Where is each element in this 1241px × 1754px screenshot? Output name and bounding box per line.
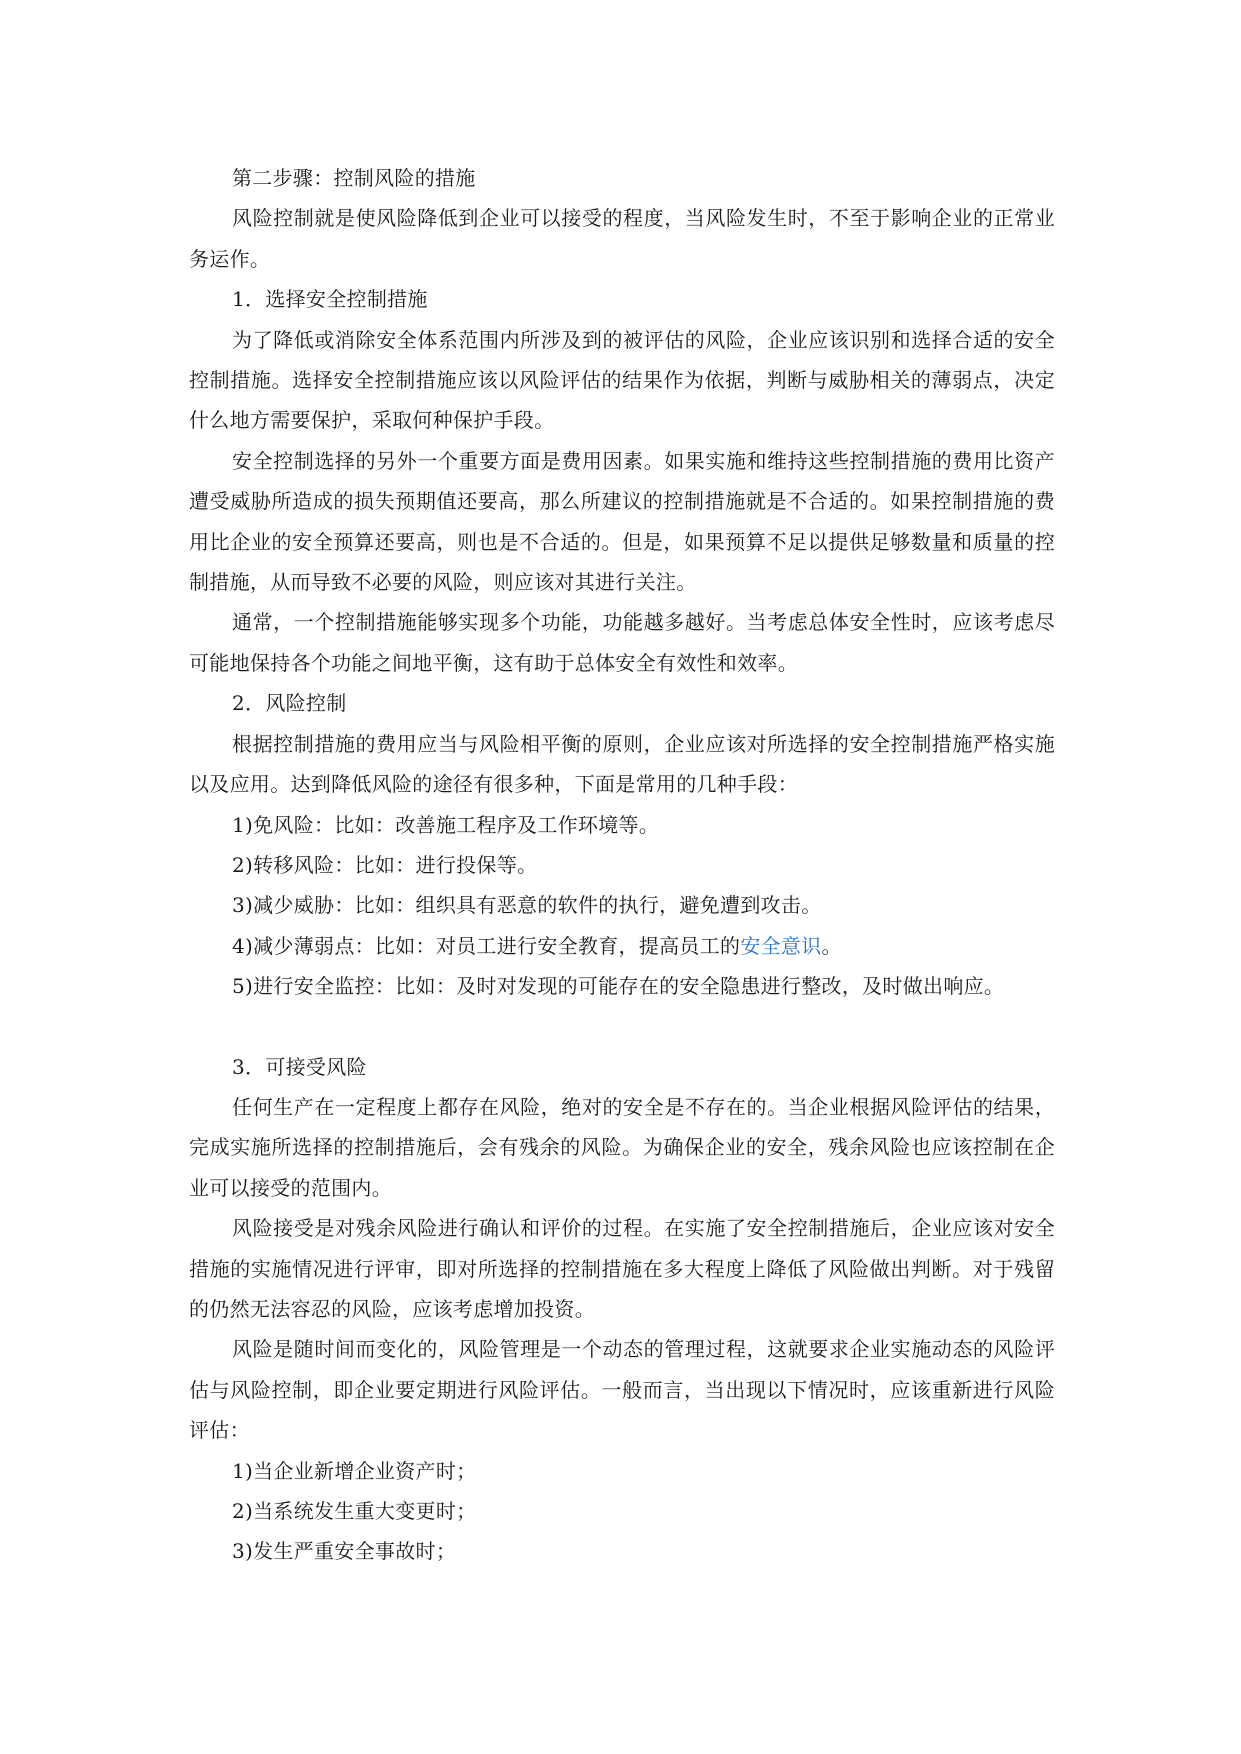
section-heading: 3．可接受风险 <box>232 1054 367 1079</box>
paragraph: 安全控制选择的另外一个重要方面是费用因素。如果实施和维持这些控制措施的费用比资产遭受威胁所造成的损失预期值还要高，那么所建议的控制措施就是不合适的。如果控制措施的费用比企业的安全预算还要高，则也是不合适的。但是，如果预算不足以提供足够数量和质量的控制措施，从而导致不必要的风险，则应该对其进行关注。 <box>189 448 1055 595</box>
document-body <box>189 158 1055 1572</box>
list-item: 3)发生严重安全事故时； <box>232 1539 457 1564</box>
list-item: 1)当企业新增企业资产时； <box>232 1458 477 1483</box>
step-heading: 第二步骤：控制风险的措施 <box>232 166 476 190</box>
list-item: 5)进行安全监控：比如：及时对发现的可能存在的安全隐患进行整改，及时做出响应。 <box>232 974 1005 999</box>
list-item: 2)当系统发生重大变更时； <box>232 1499 477 1523</box>
paragraph: 风险控制就是使风险降低到企业可以接受的程度，当风险发生时，不至于影响企业的正常业务运作。 <box>189 206 1055 271</box>
paragraph: 风险接受是对残余风险进行确认和评价的过程。在实施了安全控制措施后，企业应该对安全措施的实施情况进行评审，即对所选择的控制措施在多大程度上降低了风险做出判断。对于残留的仍然无法容忍的风险，应该考虑增加投资。 <box>189 1216 1055 1321</box>
list-item: 1)免风险：比如：改善施工程序及工作环境等。 <box>232 812 660 837</box>
list-item-text: 4)减少薄弱点：比如：对员工进行安全教育，提高员工的 <box>232 933 741 958</box>
paragraph: 任何生产在一定程度上都存在风险，绝对的安全是不存在的。当企业根据风险评估的结果，完成实施所选择的控制措施后，会有残余的风险。为确保企业的安全，残余风险也应该控制在企业可以接受的范围内。 <box>189 1094 1055 1200</box>
paragraph: 风险是随时间而变化的，风险管理是一个动态的管理过程，这就要求企业实施动态的风险评估与风险控制，即企业要定期进行风险评估。一般而言，当出现以下情况时，应该重新进行风险评估： <box>189 1337 1055 1443</box>
section-heading: 2．风险控制 <box>232 691 347 716</box>
list-item-text: 。 <box>821 933 842 958</box>
paragraph: 根据控制措施的费用应当与风险相平衡的原则，企业应该对所选择的安全控制措施严格实施以及应用。达到降低风险的途径有很多种，下面是常用的几种手段： <box>189 731 1055 797</box>
list-item: 3)减少威胁：比如：组织具有恶意的软件的执行，避免遭到攻击。 <box>232 893 822 918</box>
paragraph: 通常，一个控制措施能够实现多个功能，功能越多越好。当考虑总体安全性时，应该考虑尽可能地保持各个功能之间地平衡，这有助于总体安全有效性和效率。 <box>189 610 1055 675</box>
paragraph: 为了降低或消除安全体系范围内所涉及到的被评估的风险，企业应该识别和选择合适的安全控制措施。选择安全控制措施应该以风险评估的结果作为依据，判断与威胁相关的薄弱点，决定什么地方需要保护，采取何种保护手段。 <box>189 327 1055 433</box>
list-item: 2)转移风险：比如：进行投保等。 <box>232 852 538 877</box>
list-item <box>189 926 1055 966</box>
section-heading: 1．选择安全控制措施 <box>232 287 428 312</box>
security-awareness-link[interactable]: 安全意识 <box>740 933 822 958</box>
